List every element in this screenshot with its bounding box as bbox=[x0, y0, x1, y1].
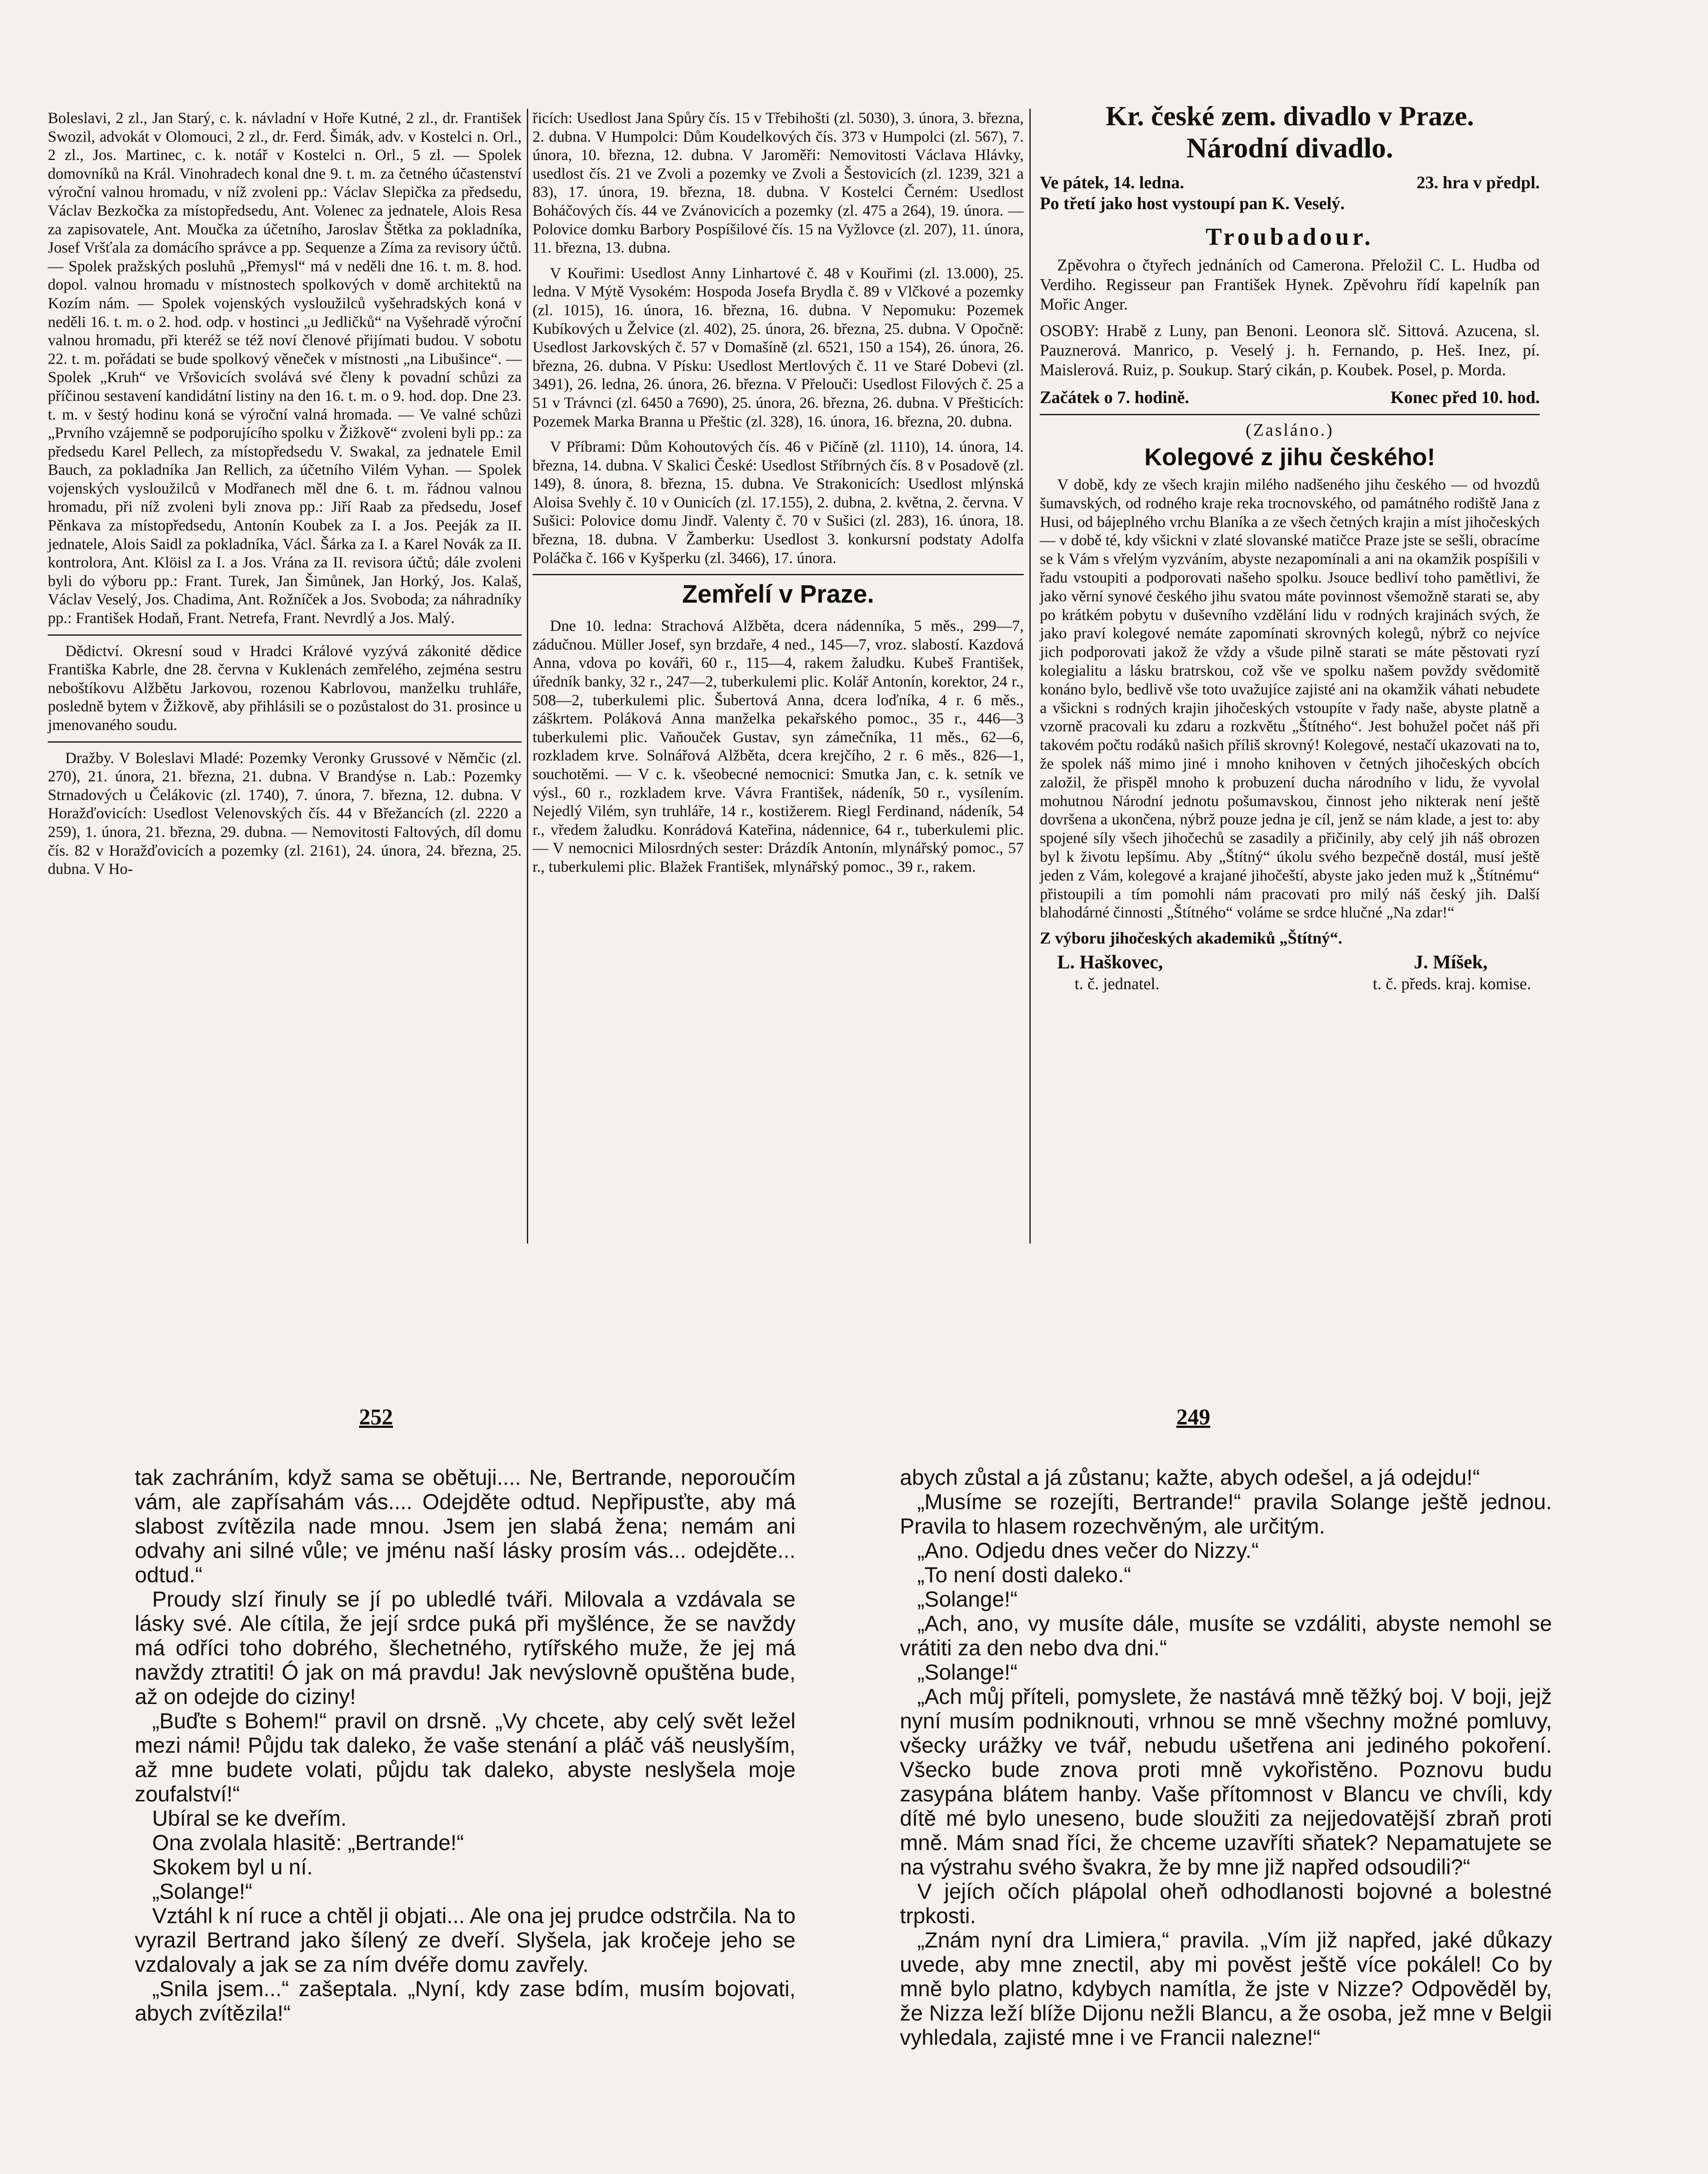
novel-paragraph: „Snila jsem...“ zašeptala. „Nyní, kdy zase bdím, musím bojovati, abych zvítězila!“ bbox=[135, 1977, 796, 2025]
theatre-guest: Po třetí jako host vystoupí pan K. Veselý. bbox=[1040, 193, 1345, 213]
kolegove-committee: Z výboru jihočeských akademiků „Štítný“. bbox=[1040, 929, 1342, 948]
novel-paragraph: „Ach, ano, vy musíte dále, musíte se vzdáliti, abyste nemohl se vrátiti za den nebo dva dni.“ bbox=[900, 1611, 1552, 1660]
zaslano-label: (Zasláno.) bbox=[1245, 420, 1334, 440]
theatre-date: Ve pátek, 14. ledna. bbox=[1040, 173, 1184, 192]
divider bbox=[48, 634, 522, 636]
theatre-subscription: 23. hra v předpl. bbox=[1416, 173, 1540, 192]
novel-paragraph: „Ach můj příteli, pomyslete, že nastává mně těžký boj. V boji, jejž nyní musím podniknouti, vrhnou se mně všechny možné pomluvy, všecky urážky ve tvář, nebudu ušetřena ani jediného pokoření. Všecko bude znova proti mně vykořistěno. Poznovu budu zasypána blátem hanby. Vaše přítomnost v Blancu ve chvíli, kdy dítě mé bylo uneseno, bude sloužiti za nejjedovatější zbraň proti mně. Mám snad říci, že chceme uzavříti sňatek? Nepamatujete se na výstrahu svého švakra, že by mne již napřed odsoudili?“ bbox=[900, 1684, 1552, 1879]
deaths-paragraph: Dne 10. ledna: Strachová Alžběta, dcera nádenníka, 5 měs., 299—7, zádučnou. Müller Josef, syn brzdaře, 4 ned., 145—7, vroz. slabostí. Kazdová Anna, vdova po kováři, 60 r., 115—4, rakem žaludku. Kubeš František, úředník banky, 32 r., 247—2, tuberkulemi plic. Kolář Antonín, korektor, 24 r., 508—2, tuberkulemi plic. Šubertová Anna, dcera loďníka, 4 r. 6 měs., záškrtem. Poláková Anna manželka pekařského pomoc., 35 r., 446—3 tuberkulemi plic. Vaňouček Gustav, syn zámečníka, 11 měs., 62—6, rozkladem krve. Solnářová Alžběta, dcera krejčího, 2 r. 6 měs., 826—1, souchotěmi. — V c. k. všeobecné nemocnici: Smutka Jan, c. k. setník ve výsl., 60 r., rozkladem krve. Vávra František, nádeník, 50 r., vysílením. Nejedlý Vilém, syn truhláře, 14 r., kostižerem. Riegl Ferdinand, nádeník, 54 r., vředem žaludku. Konrádová Kateřina, nádennice, 64 r., tuberkulemi plic. — V nemocnici Milosrdných sester: Drázdík Antonín, mlynářský pomoc., 57 r., tuberkulemi plic. Blažek František, mlynářský pomoc., 39 r., rakem. bbox=[533, 617, 1024, 875]
theatre-start: Začátek o 7. hodině. bbox=[1040, 387, 1189, 407]
deaths-heading: Zemřelí v Praze. bbox=[682, 580, 874, 609]
divider bbox=[48, 741, 522, 743]
novel-right-page bbox=[900, 1465, 1552, 2050]
novel-paragraph: „Buďte s Bohem!“ pravil on drsně. „Vy chcete, aby celý svět ležel mezi námi! Půjdu tak daleko, že vaše stenání a pláč váš neuslyším, až mne budete volati, půjdu tak daleko, abyste neslyšela moje zoufalství!“ bbox=[135, 1709, 796, 1806]
novel-paragraph: abych zůstal a já zůstanu; kažte, abych odešel, a já odejdu!“ bbox=[900, 1465, 1480, 1490]
signature-left-role: t. č. jednatel. bbox=[1075, 975, 1160, 994]
theatre-cast: OSOBY: Hrabě z Luny, pan Benoni. Leonora slč. Sittová. Azucena, sl. Pauznerová. Manrico, p. Veselý j. h. Fernando, p. Heš. Inez, pí. Maislerová. Ruiz, p. Soukup. Starý cikán, p. Koubek. Posel, p. Morda. bbox=[1040, 322, 1540, 379]
theatre-title: Kr. české zem. divadlo v Praze. bbox=[1105, 100, 1474, 131]
novel-paragraph: Skokem byl u ní. bbox=[152, 1855, 313, 1879]
signature-names bbox=[1040, 950, 1540, 974]
kolegove-paragraph: V době, kdy ze všech krajin milého nadšeného jihu českého — od hvozdů šumavských, od rodného kraje reka trocnovského, od památného rodiště Jana z Husi, od bájeplného vrchu Blaníka a ze všech četných krajin a míst jihočeských — v době té, kdy všickni v zlaté slovanské matičce Praze jste se sešli, obracíme se k Vám s vřelým vyzváním, abyste nezapomínali a ani na okamžik pospíšili v řadu vstoupiti a podporovati našeho spolku. Jsouce bedliví toho pamětlivi, že jako věrní synové českého jihu svatou máte povinnost všemožně starati se, aby po krátkém pobytu v duševního vzdělání lidu v rodných krajinách svých, že jako praví kolegové nemáte zapomínati skrovných kolegů, nýbrž co nejvíce jich podporovati jakož že vždy a všude pilně starati se máte pěstovati ryzí kolegialitu a lásku bratrskou, což vše ve spolku našem povždy svědomitě konáno bylo, bedlivě vše toto uvažujíce zajisté ani na okamžik váhati nebudete a všickni s rodných krajin jihočeských vstoupíte v řady naše, abyste platně a vzorně pracovali ku zdaru a rozkvětu „Štítného“. Jest bohužel počet náš při takovém počtu rodáků našich příliš skrovný! Kolegové, nestačí ukazovati na to, že spolek náš mimo jiné i mnoho knihoven v četných jihočeských obcích založil, že přispěl mnoho k probuzení ducha národního v lidu, že vyvolal mohutnou Národní jednotu pošumavskou, činnost jeho nikterak není ještě dovršena a ukončena, nýbrž pouze jedna je cíl, jenž se nám klade, a jest to: aby spojené síly všech jihočechů se zasadily a přičinily, aby celý jih náš obrozen byl k životu lepšímu. Aby „Štítný“ úkolu svého bezpečně dostál, musí ještě jeden z Vám, kolegové a krajané jihočeští, abyste jako jeden muž k „Štítnému“ přistoupili a tím pomohli nám pracovati pro milý náš český jih. Další blahodárné činnosti „Štítného“ voláme se srdce hlučné „Na zdar!“ bbox=[1040, 476, 1540, 921]
news-column-1 bbox=[48, 109, 522, 885]
novel-left-page bbox=[135, 1465, 796, 2025]
right-page-number: 249 bbox=[1176, 1405, 1210, 1430]
theatre-times bbox=[1040, 387, 1540, 408]
news-paragraph: V Příbrami: Dům Kohoutových čís. 46 v Pičíně (zl. 1110), 14. února, 14. března, 14. dubna. V Skalici České: Usedlost Stříbrných čís. 8 v Posadově (zl. 149), 8. února, 8. března, 15. dubna. Ve Strakonicích: Usedlost mlýnská Aloisa Svehly č. 10 v Ounicích (zl. 17.155), 2. dubna, 2. května, 2. června. V Sušici: Polovice domu Jindř. Valenty č. 70 v Sušici (zl. 283), 16. února, 18. března, 18. dubna. V Žamberku: Usedlost 3. konkursní podstaty Adolfa Poláčka č. 166 v Kyšperku (zl. 3466), 17. února. bbox=[533, 438, 1024, 567]
signature-right-name: J. Míšek, bbox=[1414, 951, 1488, 973]
signature-left-name: L. Haškovec, bbox=[1057, 951, 1163, 973]
novel-paragraph: Proudy slzí řinuly se jí po ubledlé tváři. Milovala a vzdávala se lásky své. Ale cítila, že její srdce puká při myšlénce, že se navždy má odříci toho dobrého, šlechetného, rytířského muže, že jej má navždy ztratiti! Ó jak on má pravdu! Jak nevýslovně opuštěna bude, až on odejde do ciziny! bbox=[135, 1587, 796, 1709]
signature-right-role: t. č. předs. kraj. komise. bbox=[1372, 975, 1531, 994]
left-page-number: 252 bbox=[359, 1405, 393, 1430]
theatre-date-row bbox=[1040, 172, 1540, 193]
news-paragraph: Dražby. V Boleslavi Mladé: Pozemky Veronky Grussové v Němčic (zl. 270), 21. února, 21. března, 21. dubna. V Brandýse n. Lab.: Pozemky Strnadových u Čelákovic (zl. 1740), 7. února, 7. března, 12. dubna. V Horažďovicích: Usedlost Velenovských čís. 44 v Břežancích (zl. 2220 a 259), 1. února, 21. března, 29. dubna. — Nemovitosti Faltových, díl domu čís. 82 v Horažďovicích a pozemky (zl. 2161), 24. února, 24. března, 25. dubna. V Ho- bbox=[48, 749, 522, 878]
column-divider bbox=[527, 109, 528, 1244]
signature-roles bbox=[1040, 974, 1540, 994]
theatre-subtitle: Národní divadlo. bbox=[1186, 132, 1393, 164]
kolegove-heading: Kolegové z jihu českého! bbox=[1144, 443, 1435, 470]
novel-paragraph: Vztáhl k ní ruce a chtěl ji objati... Ale ona jej prudce odstrčila. Na to vyrazil Bertrand jako šílený ze dveří. Slyšela, jak kročeje jeho se vzdalovaly a jak se za ním dvéře domu zavřely. bbox=[135, 1904, 796, 1977]
theatre-end: Konec před 10. hod. bbox=[1390, 387, 1540, 407]
novel-paragraph: „To není dosti daleko.“ bbox=[917, 1563, 1131, 1587]
divider bbox=[1040, 414, 1540, 415]
news-paragraph: řicích: Usedlost Jana Spůry čís. 15 v Třebihošti (zl. 5030), 3. února, 3. března, 2. dubna. V Humpolci: Dům Koudelkových čís. 373 v Humpolci (zl. 567), 7. února, 10. března, 12. dubna. V Jaroměři: Nemovitosti Václava Hlávky, usedlost čís. 21 ve Zvoli a pozemky ve Zvoli a Šestovicích (zl. 1239, 321 a 83), 17. února, 19. března, 18. dubna. V Kostelci Černém: Usedlost Boháčových čís. 44 ve Zvánovicích a pozemky (zl. 475 a 264), 19. února. — Polovice domku Barbory Pospíšilové čís. 15 na Vyžlovce (zl. 207), 11. února, 11. března, 13. dubna. bbox=[533, 109, 1024, 257]
theatre-description: Zpěvohra o čtyřech jednáních od Camerona. Přeložil C. L. Hudba od Verdiho. Regisseur pan František Hynek. Zpěvohru řídí kapelník pan Mořic Anger. bbox=[1040, 256, 1540, 313]
novel-paragraph: „Solange!“ bbox=[917, 1587, 1018, 1611]
news-column-2 bbox=[533, 109, 1024, 883]
novel-paragraph: „Solange!“ bbox=[152, 1879, 253, 1904]
news-paragraph: V Kouřimi: Usedlost Anny Linhartové č. 48 v Kouřimi (zl. 13.000), 25. ledna. V Mýtě Vysokém: Hospoda Josefa Brydla č. 89 v Vlčkové a pozemky (zl. 1015), 16. února, 16. března, 16. dubna. V Nepomuku: Pozemek Kubíkových u Želvice (zl. 402), 25. února, 26. března, 25. dubna. V Opočně: Usedlost Jarkovských č. 57 v Domašíně (zl. 6521, 150 a 154), 26. února, 26. března, 26. dubna. V Písku: Usedlost Mertlových č. 11 ve Staré Dobevi (zl. 3491), 26. ledna, 26. února, 26. března. V Přelouči: Usedlost Filových č. 25 a 51 v Trávnci (zl. 6450 a 7690), 25. února, 26. března, 26. dubna. V Přešticích: Pozemek Marka Branna u Přeštic (zl. 328), 16. února, 16. března, 20. dubna. bbox=[533, 264, 1024, 430]
novel-paragraph: Ubíral se ke dveřím. bbox=[152, 1806, 347, 1831]
novel-paragraph: „Solange!“ bbox=[917, 1660, 1018, 1684]
divider bbox=[533, 574, 1024, 575]
novel-paragraph: V jejích očích plápolal oheň odhodlanosti bojovné a bolestné trpkosti. bbox=[900, 1879, 1552, 1928]
novel-paragraph: „Ano. Odjedu dnes večer do Nizzy.“ bbox=[917, 1538, 1259, 1563]
novel-paragraph: tak zachráním, když sama se obětuji.... Ne, Bertrande, neporoučím vám, ale zapřísahám vás.... Odejděte odtud. Nepřipusťte, aby má slabost zvítězila nade mnou. Jsem jen slabá žena; nemám ani odvahy ani silné vůle; ve jménu naší lásky prosím vás... odejděte... odtud.“ bbox=[135, 1465, 796, 1587]
news-paragraph: Dědictví. Okresní soud v Hradci Králové vyzývá zákonité dědice Františka Kabrle, dne 28. června v Kuklenách zemřelého, zejména sestru neboštíkovu Alžbětu Jarkovou, rozenou Kabrlovou, manželku truhláře, posledně bytem v Žižkově, aby přihlásili se o pozůstalost do 31. prosince u jmenovaného soudu. bbox=[48, 642, 522, 734]
novel-paragraph: Ona zvolala hlasitě: „Bertrande!“ bbox=[152, 1831, 464, 1855]
news-paragraph: Boleslavi, 2 zl., Jan Starý, c. k. návladní v Hoře Kutné, 2 zl., dr. František Swozil, advokát v Olomouci, 2 zl., dr. Ferd. Šimák, adv. v Kostelci n. Orl., 2 zl., Jos. Martinec, c. k. notář v Kostelci n. Orl., 5 zl. — Spolek domovníků na Král. Vinohradech konal dne 9. t. m. za četného účastenství výroční valnou hromadu, v níž zvoleni pp.: Václav Slepička za předsedu, Václav Bezkočka za místopředsedu, Ant. Volenec za jednatele, Alois Resa za zapisovatele, Ant. Moučka za účetního, Jaroslav Štětka za pokladníka, Josef Vršťala za domácího správce a pp. Sequenze a Zíma za revisory účtů. — Spolek pražských posluhů „Přemysl“ má v neděli dne 16. t. m. 8. hod. dopol. valnou hromadu v místnostech spolkových v domě architektů na Kozím nám. — Spolek vojenských vysloužilců vyšehradských koná v neděli 16. t. m. o 2. hod. odp. v hostinci „u Jedličků“ na Vyšehradě výroční valnou hromadu, při kteréž se též noví členové přijímati budou. V sobotu 22. t. m. pořádati se bude spolkový věneček v místnosti „na Libušince“. — Spolek „Kruh“ ve Vršovicích svolává své členy k povadní schůzi za příčinou sestavení kandidátní listiny na den 16. t. m. o 9. hod. dop. Dne 23. t. m. v šestý hodinu koná se výroční valná hromada. — Ve valné schůzi „Prvního vzájemně se podporujícího spolku v Žižkově“ zvoleni byli pp.: za předsedu Karel Pellech, za místopředsedu V. Swakal, za jednatele Emil Bauch, za pokladníka Jan Rellich, za účetního Vilém Vyhan. — Spolek vojenských vysloužilců v Modřanech měl dne 6. t. m. řádnou valnou hromadu, při níž zvoleni byli znova pp.: Jiří Raab za předsedu, Josef Pěnkava za místopředsedu, Antonín Koubek za I. a Jos. Peeják za II. jednatele, Alois Saidl za pokladníka, Václ. Šárka za I. a Karel Novák za II. kontrolora, Ant. Klöisl za I. a Jos. Vrána za II. revisora účtů; dále zvoleni byli do výboru pp.: Frant. Turek, Jan Šimůnek, Jan Horký, Jos. Kalaš, Václav Veselý, Jos. Chadima, Ant. Rožníček a Jos. Svoboda; za náhradníky pp.: František Hodaň, Frant. Netrefa, Frant. Nevrdlý a Jos. Malý. bbox=[48, 109, 522, 627]
theatre-play-title: Troubadour. bbox=[1205, 223, 1374, 250]
novel-paragraph: „Znám nyní dra Limiera,“ pravila. „Vím již napřed, jaké důkazy uvede, aby mne znectil, aby mi pověst ještě více pokálel! Co by mně bylo platno, kdybych namítla, že jste v Nizze? Odpověděl by, že Nizza leží blíže Dijonu nežli Blancu, a že osoba, jež mne v Belgii vyhledala, zajisté mne i ve Francii nalezne!“ bbox=[900, 1928, 1552, 2050]
column-divider bbox=[1029, 109, 1031, 1244]
novel-paragraph: „Musíme se rozejíti, Bertrande!“ pravila Solange ještě jednou. Pravila to hlasem rozechvěným, ale určitým. bbox=[900, 1490, 1552, 1538]
news-column-3 bbox=[1040, 100, 1540, 994]
